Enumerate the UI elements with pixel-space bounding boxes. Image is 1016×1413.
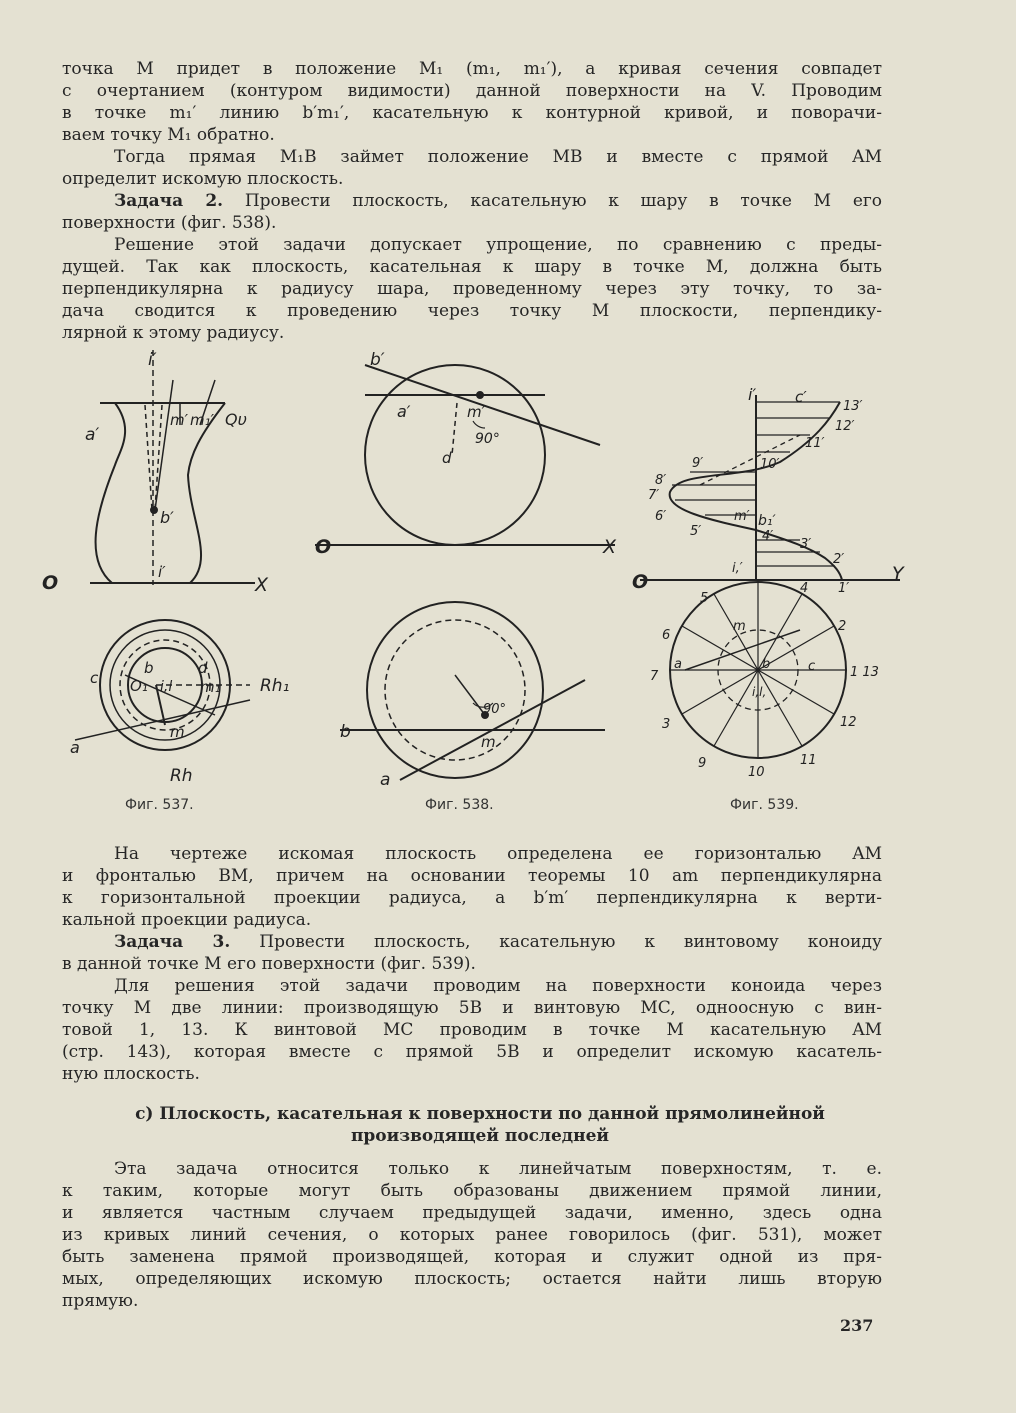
- paragraph-1: [62, 58, 882, 146]
- fig539-label: m′: [734, 509, 750, 524]
- fig539-label: 13′: [843, 399, 863, 414]
- fig538-label: 90°: [475, 431, 500, 447]
- fig539-label: 3: [662, 717, 671, 732]
- fig538-label: m′: [467, 403, 486, 421]
- fig539-label: 4: [800, 581, 809, 596]
- text-line: в данной точке M его поверхности (фиг. 539).: [62, 954, 476, 974]
- fig539-label: i′: [748, 385, 757, 404]
- text-line: ваем точку M₁ обратно.: [62, 125, 275, 145]
- paragraph-7: [62, 975, 882, 1085]
- text-fragment: Провести плоскость, касательную к шару в точке M его: [244, 191, 883, 211]
- fig539-label: 3′: [800, 537, 812, 552]
- paragraph-8: [62, 1158, 882, 1312]
- text-line: На чертеже искомая плоскость определена ее горизонталью AM: [114, 844, 882, 864]
- fig539-label: 6′: [655, 509, 667, 524]
- fig538-label: a: [380, 770, 391, 790]
- text-line: прямую.: [62, 1291, 139, 1311]
- fig539-label: a: [674, 657, 682, 672]
- fig539-label: 7: [650, 669, 659, 684]
- fig538-label: a′: [397, 402, 411, 421]
- fig538-label: b′: [370, 350, 385, 370]
- fig539-label: 12: [840, 715, 857, 730]
- text-line: Решение этой задачи допускает упрощение, по сравнению с преды-: [114, 235, 882, 255]
- fig538-label: b: [340, 722, 351, 742]
- fig537-label: a′: [85, 425, 100, 445]
- fig539-label: O: [632, 571, 649, 593]
- fig537-label: i′: [158, 563, 166, 581]
- fig539-label: Y: [892, 563, 904, 585]
- text-line: Для решения этой задачи проводим на поверхности коноида через: [114, 976, 882, 996]
- fig539-label: 9: [698, 756, 707, 771]
- fig537-label: O₁: [130, 677, 148, 695]
- fig539-label: 1 13: [850, 665, 879, 680]
- fig537-label: m₁′: [190, 411, 215, 429]
- text-line: к таким, которые могут быть образованы движением прямой линии,: [62, 1181, 882, 1201]
- text-line: точка M придет в положение M₁ (m₁, m₁′), а кривая сечения совпадет: [62, 59, 882, 79]
- fig537-label: m′: [170, 411, 189, 429]
- fig539-label: i,l,: [752, 685, 767, 699]
- text-line: кальной проекции радиуса.: [62, 910, 312, 930]
- text-line: точку M две линии: производящую 5B и винтовую MC, одноосную с вин-: [62, 998, 882, 1018]
- section-heading: [100, 1103, 860, 1147]
- fig538-label: O: [315, 536, 332, 558]
- fig537-label: b′: [160, 508, 174, 527]
- paragraph-4: [62, 234, 882, 344]
- fig537-label: Rh: [170, 766, 193, 786]
- fig539-label: 7′: [648, 488, 660, 503]
- fig537-label: m: [170, 723, 185, 741]
- text-line: Тогда прямая M₁B займет положение MB и вместе с прямой AM: [114, 147, 882, 167]
- text-line: в точке m₁′ линию b′m₁′, касательную к контурной кривой, и поворачи-: [62, 103, 882, 123]
- paragraph-2: [62, 146, 882, 190]
- fig539-label: 1′: [838, 581, 850, 596]
- fig539-label: c′: [795, 388, 807, 406]
- fig537-label: c: [90, 669, 99, 687]
- text-line: [62, 931, 882, 953]
- caption-538: Фиг. 538.: [425, 797, 494, 813]
- fig538-label: X: [603, 536, 617, 558]
- fig539-label: 2′: [833, 552, 845, 567]
- fig539-label: 2: [838, 619, 847, 634]
- task-label: Задача 3.: [114, 932, 231, 952]
- fig537-label: m₁: [200, 678, 221, 696]
- fig539-label: 5: [700, 591, 709, 606]
- fig539-label: 4′: [762, 529, 774, 544]
- heading-line: производящей последней: [350, 1126, 610, 1146]
- page-number: 237: [840, 1316, 874, 1335]
- fig539-label: b: [762, 657, 771, 672]
- paragraph-5: [62, 843, 882, 931]
- fig539-label: m: [733, 619, 746, 634]
- paragraph-task-2: [62, 190, 882, 234]
- text-fragment: Провести плоскость, касательную к винтовому коноиду: [259, 932, 882, 952]
- text-line: товой 1, 13. К винтовой MC проводим в точке M касательную AM: [62, 1020, 882, 1040]
- fig538-label: d: [442, 449, 452, 467]
- fig539-label: 11: [800, 753, 817, 768]
- fig539-label: 9′: [692, 456, 704, 471]
- figure-538: [305, 345, 625, 790]
- text-line: быть заменена прямой производящей, которая и служит одной из пря-: [62, 1247, 882, 1267]
- text-line: лярной к этому радиусу.: [62, 323, 285, 343]
- fig539-label: 12′: [835, 419, 855, 434]
- fig537-label: d: [198, 659, 208, 677]
- text-line: мых, определяющих искомую плоскость; остается найти лишь вторую: [62, 1269, 882, 1289]
- fig539-label: 11′: [805, 436, 825, 451]
- figure-539: [630, 380, 915, 785]
- text-line: из кривых линий сечения, о которых ранее говорилось (фиг. 531), может: [62, 1225, 882, 1245]
- text-line: ную плоскость.: [62, 1064, 200, 1084]
- fig539-label: 10′: [760, 457, 780, 472]
- fig538-label: m: [481, 733, 496, 751]
- heading-line: c) Плоскость, касательная к поверхности по данной прямолинейной: [135, 1104, 825, 1124]
- text-line: с очертанием (контуром видимости) данной поверхности на V. Проводим: [62, 81, 882, 101]
- text-line: Эта задача относится только к линейчатым поверхностям, т. е.: [114, 1159, 882, 1179]
- text-line: дача сводится к проведению через точку M плоскости, перпендику-: [62, 301, 882, 321]
- fig538-label: 90°: [483, 702, 507, 717]
- fig537-label: a: [70, 738, 80, 757]
- text-line: поверхности (фиг. 538).: [62, 213, 277, 233]
- fig539-label: 8′: [655, 473, 667, 488]
- fig539-label: b₁′: [758, 513, 776, 529]
- text-line: (стр. 143), которая вместе с прямой 5B и определит искомую касатель-: [62, 1042, 882, 1062]
- text-line: к горизонтальной проекции радиуса, а b′m′ перпендикулярна к верти-: [62, 888, 882, 908]
- text-line: определит искомую плоскость.: [62, 169, 344, 189]
- fig539-label: 5′: [690, 524, 702, 539]
- fig537-label: i′: [148, 350, 157, 370]
- fig539-label: i,′: [732, 561, 743, 576]
- fig537-label: b: [144, 659, 154, 677]
- paragraph-task-3: [62, 931, 882, 975]
- fig537-label: X: [255, 574, 269, 596]
- caption-537: Фиг. 537.: [125, 797, 194, 813]
- fig539-label: 10: [748, 765, 765, 780]
- text-line: и является частным случаем предыдущей задачи, именно, здесь одна: [62, 1203, 882, 1223]
- text-line: перпендикулярна к радиусу шара, проведенному через эту точку, то за-: [62, 279, 882, 299]
- caption-539: Фиг. 539.: [730, 797, 799, 813]
- fig539-label: c: [808, 659, 816, 674]
- task-label: Задача 2.: [114, 191, 224, 211]
- text-line: и фронталью BM, причем на основании теоремы 10 am перпендикулярна: [62, 866, 882, 886]
- fig537-label: Rh₁: [260, 676, 290, 696]
- figure-537: [40, 345, 300, 790]
- fig537-label: O: [42, 572, 59, 594]
- fig539-label: 6: [662, 628, 671, 643]
- text-line: дущей. Так как плоскость, касательная к шару в точке M, должна быть: [62, 257, 882, 277]
- fig537-label: i,l: [160, 679, 173, 695]
- text-line: [62, 190, 882, 212]
- fig537-label: Qυ: [225, 410, 247, 429]
